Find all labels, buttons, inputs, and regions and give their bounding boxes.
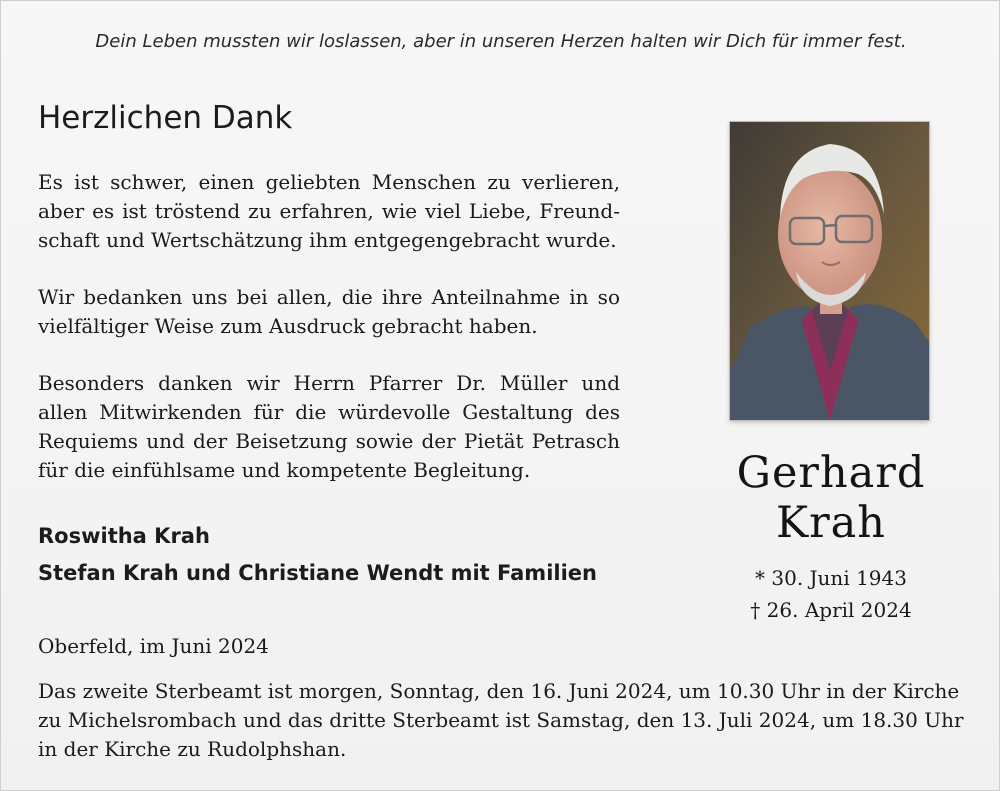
deceased-last-name: Krah <box>775 498 886 548</box>
death-date: † 26. April 2024 <box>750 598 912 622</box>
thanks-paragraph-2: Wir bedanken uns bei allen, die ihre Anteilnahme in so vielfältiger Weise zum Ausdruck gebracht haben. <box>38 285 620 338</box>
service-note: Das zweite Sterbeamt ist morgen, Sonntag, den 16. Juni 2024, um 10.30 Uhr in der Kirche zu Michelsrombach und das dritte Sterbeamt ist Samstag, den 13. Juli 2024, um 18.30 Uhr in der Kirche zu Rudolphshan. <box>38 679 964 761</box>
thanks-paragraph-1: Es ist schwer, einen geliebten Menschen zu verlieren, aber es ist tröstend zu erfahren, wie viel Liebe, Freundschaft und Wertschätzung ihm entgegengebracht wurde. <box>38 170 620 252</box>
thanks-paragraph-3: Besonders danken wir Herrn Pfarrer Dr. Müller und allen Mitwirkenden für die würdevolle Gestaltung des Requiems und der Beisetzung sowie der Pietät Petrasch für die einfühlsame und kompetente Begleitung. <box>38 371 620 482</box>
birth-date: * 30. Juni 1943 <box>755 566 907 590</box>
portrait-illustration <box>730 122 929 420</box>
motto-line: Dein Leben mussten wir loslassen, aber in unseren Herzen halten wir Dich für immer fest. <box>95 31 907 52</box>
thanks-heading: Herzlichen Dank <box>38 100 293 136</box>
portrait-photo <box>730 122 929 420</box>
deceased-first-name: Gerhard <box>736 448 926 498</box>
place-date: Oberfeld, im Juni 2024 <box>38 634 269 658</box>
signer-2: Stefan Krah und Christiane Wendt mit Familien <box>38 561 597 585</box>
signer-1: Roswitha Krah <box>38 524 210 548</box>
